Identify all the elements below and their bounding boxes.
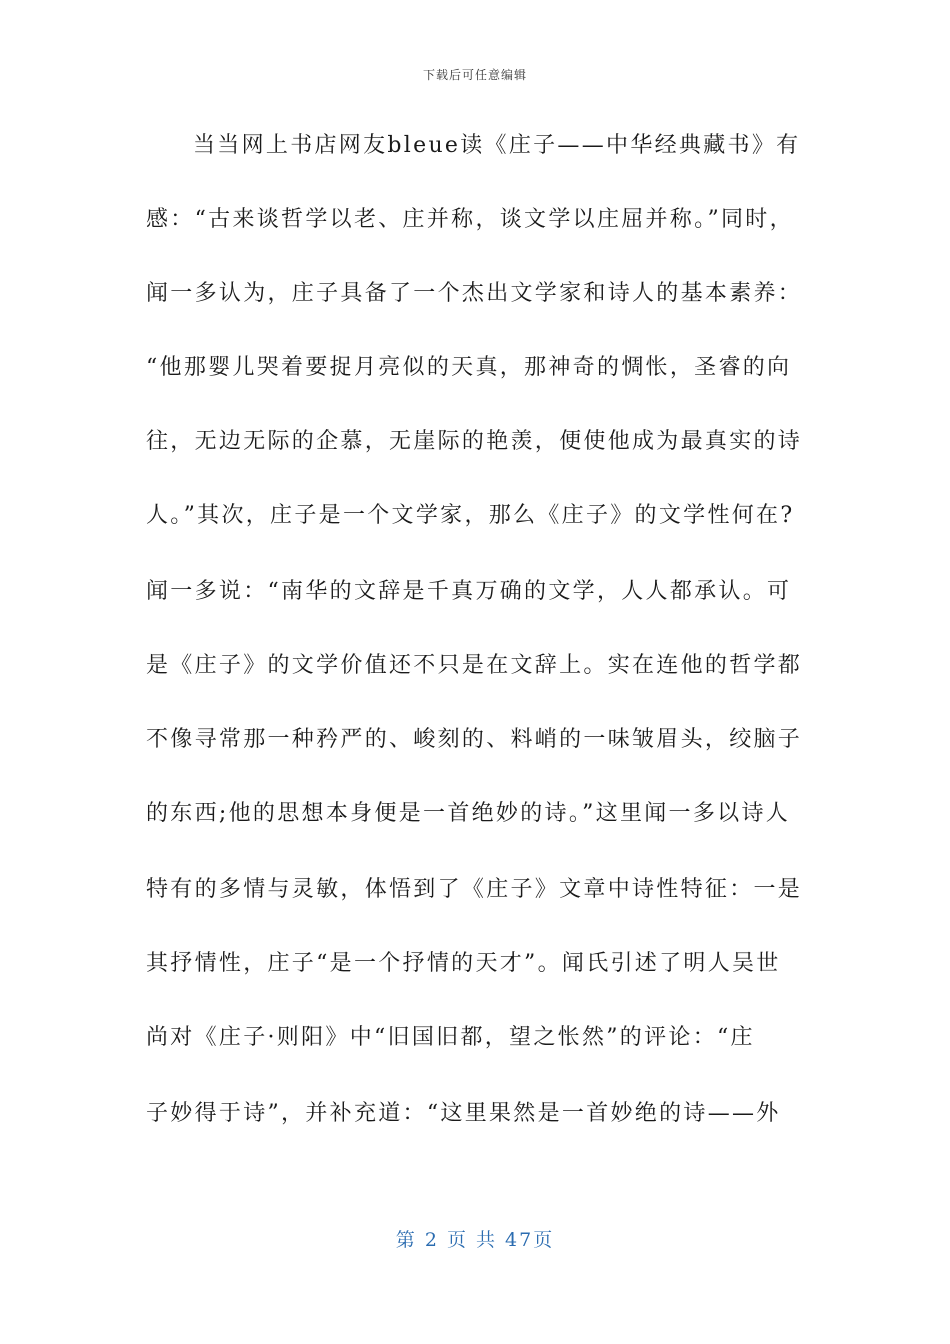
body-line: 是《庄子》的文学价值还不只是在文辞上。实在连他的哲学都 <box>146 653 803 678</box>
page-footer <box>0 1225 950 1252</box>
footer-total-pages: 47 <box>505 1229 534 1251</box>
body-line: 不像寻常那一种矜严的、峻刻的、料峭的一味皱眉头，绞脑子 <box>146 727 803 752</box>
body-line: 尚对《庄子·则阳》中“旧国旧都，望之怅然”的评论：“庄 <box>146 1025 755 1050</box>
body-line: 往，无边无际的企慕，无崖际的艳羡，便使他成为最真实的诗 <box>146 429 803 454</box>
body-line: 特有的多情与灵敏，体悟到了《庄子》文章中诗性特征：一是 <box>146 877 803 902</box>
body-line: 的东西;他的思想本身便是一首绝妙的诗。”这里闻一多以诗人 <box>146 801 791 826</box>
footer-prefix: 第 <box>395 1229 417 1251</box>
body-line: 感：“古来谈哲学以老、庄并称，谈文学以庄屈并称。”同时， <box>146 207 794 232</box>
body-line: 人。”其次，庄子是一个文学家，那么《庄子》的文学性何在? <box>146 503 795 528</box>
page-header-note: 下载后可任意编辑 <box>422 68 527 82</box>
body-line: 其抒情性，庄子“是一个抒情的天才”。闻氏引述了明人吴世 <box>146 951 781 976</box>
body-line: “他那婴儿哭着要捉月亮似的天真，那神奇的惆怅，圣睿的向 <box>146 355 792 380</box>
footer-suffix: 页 <box>533 1229 555 1251</box>
body-line: 闻一多说：“南华的文辞是千真万确的文学，人人都承认。可 <box>146 579 792 604</box>
body-line: 子妙得于诗”，并补充道：“这里果然是一首妙绝的诗——外 <box>146 1101 781 1126</box>
body-line: 当当网上书店网友bleue读《庄子——中华经典藏书》有 <box>193 133 801 158</box>
footer-page-number: 2 <box>424 1229 439 1251</box>
body-line: 闻一多认为，庄子具备了一个杰出文学家和诗人的基本素养： <box>146 281 803 306</box>
footer-middle: 页 共 <box>446 1229 497 1251</box>
